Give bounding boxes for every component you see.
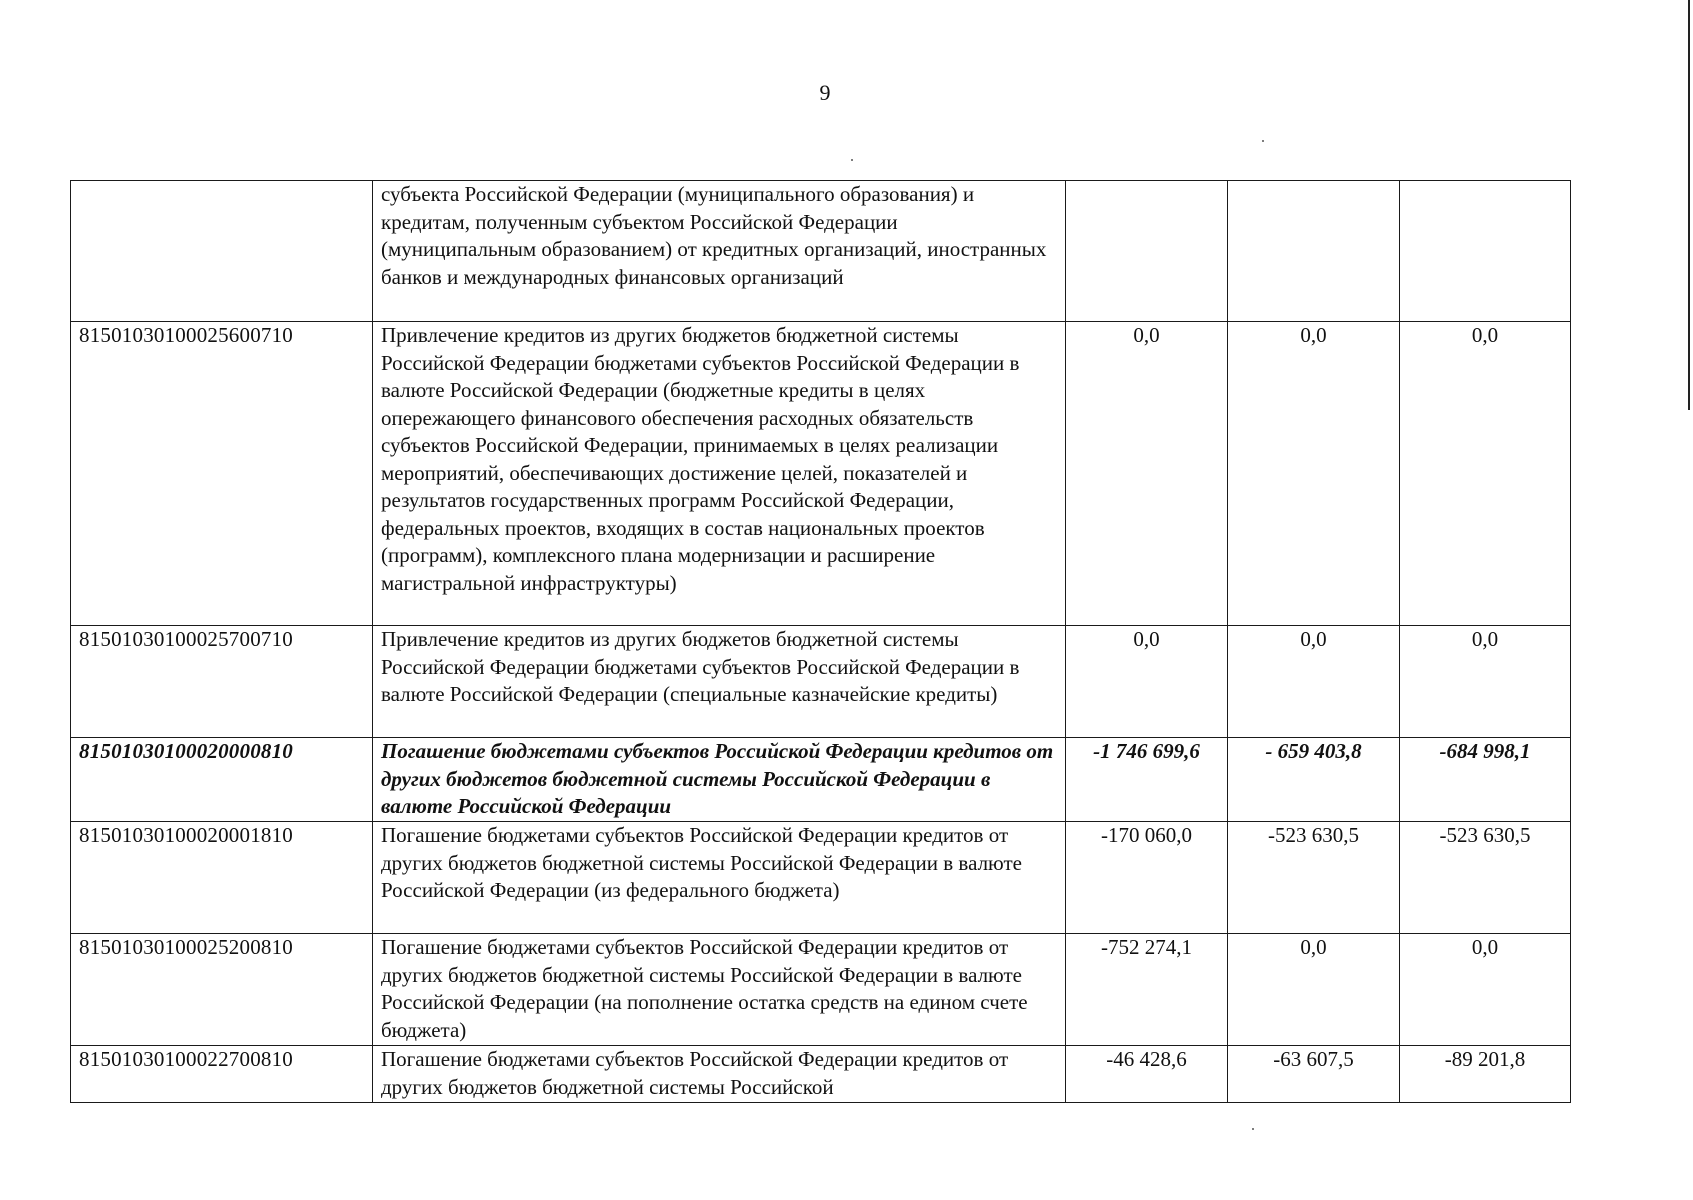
page-number: 9 xyxy=(819,80,831,105)
table-row xyxy=(71,1046,1571,1103)
amount-year-3-cell: -684 998,1 xyxy=(1400,738,1571,822)
amount-year-2-cell: -63 607,5 xyxy=(1228,1046,1400,1103)
amount-year-3-cell: -523 630,5 xyxy=(1400,822,1571,934)
amount-year-1-cell: -170 060,0 xyxy=(1066,822,1228,934)
scan-speck xyxy=(1262,140,1264,142)
budget-code-cell: 81501030100020000810 xyxy=(71,738,373,822)
table-row xyxy=(71,822,1571,934)
budget-code-cell: 81501030100022700810 xyxy=(71,1046,373,1103)
table-row xyxy=(71,626,1571,738)
item-name-cell: Привлечение кредитов из других бюджетов бюджетной системы Российской Федерации бюджетами субъектов Российской Федерации в валюте Российской Федерации (специальные казначейские кредиты) xyxy=(373,626,1066,738)
table-row xyxy=(71,934,1571,1046)
amount-year-3-cell: -89 201,8 xyxy=(1400,1046,1571,1103)
budget-code-cell: 81501030100025700710 xyxy=(71,626,373,738)
amount-year-2-cell: -523 630,5 xyxy=(1228,822,1400,934)
amount-year-2-cell: 0,0 xyxy=(1228,934,1400,1046)
budget-sources-table xyxy=(70,180,1571,1103)
amount-year-1-cell: 0,0 xyxy=(1066,322,1228,626)
table-body xyxy=(71,181,1571,1103)
item-name-cell: Погашение бюджетами субъектов Российской Федерации кредитов от других бюджетов бюджетной системы Российской Федерации в валюте Российской Федерации (из федерального бюджета) xyxy=(373,822,1066,934)
amount-year-1-cell: 0,0 xyxy=(1066,626,1228,738)
item-name-cell: Погашение бюджетами субъектов Российской Федерации кредитов от других бюджетов бюджетной системы Российской Федерации в валюте Российской Федерации (на пополнение остатка средств на едином счете бюджета) xyxy=(373,934,1066,1046)
amount-year-2-cell: - 659 403,8 xyxy=(1228,738,1400,822)
amount-year-2-cell: 0,0 xyxy=(1228,626,1400,738)
scan-edge-line xyxy=(1688,0,1690,410)
item-name-cell: Погашение бюджетами субъектов Российской Федерации кредитов от других бюджетов бюджетной системы Российской xyxy=(373,1046,1066,1103)
table-row xyxy=(71,181,1571,322)
budget-code-cell xyxy=(71,181,373,322)
budget-code-cell: 81501030100025200810 xyxy=(71,934,373,1046)
budget-code-cell: 81501030100020001810 xyxy=(71,822,373,934)
item-name-cell: Привлечение кредитов из других бюджетов бюджетной системы Российской Федерации бюджетами субъектов Российской Федерации в валюте Российской Федерации (бюджетные кредиты в целях опережающего финансового обеспечения расходных обязательств субъектов Российской Федерации, принимаемых в целях реализации мероприятий, обеспечивающих достижение целей, показателей и результатов государственных программ Российской Федерации, федеральных проектов, входящих в состав национальных проектов (программ), комплексного плана модернизации и расширение магистральной инфраструктуры) xyxy=(373,322,1066,626)
budget-code-cell: 81501030100025600710 xyxy=(71,322,373,626)
amount-year-3-cell: 0,0 xyxy=(1400,322,1571,626)
scan-speck xyxy=(1252,1128,1254,1130)
scan-speck xyxy=(851,159,853,161)
item-name-cell: Погашение бюджетами субъектов Российской Федерации кредитов от других бюджетов бюджетной системы Российской Федерации в валюте Российской Федерации xyxy=(373,738,1066,822)
amount-year-1-cell: -1 746 699,6 xyxy=(1066,738,1228,822)
table-row xyxy=(71,322,1571,626)
amount-year-3-cell: 0,0 xyxy=(1400,934,1571,1046)
table-row-total xyxy=(71,738,1571,822)
amount-year-2-cell xyxy=(1228,181,1400,322)
amount-year-3-cell xyxy=(1400,181,1571,322)
amount-year-1-cell: -752 274,1 xyxy=(1066,934,1228,1046)
amount-year-1-cell xyxy=(1066,181,1228,322)
item-name-cell: субъекта Российской Федерации (муниципального образования) и кредитам, полученным субъектом Российской Федерации (муниципальным образованием) от кредитных организаций, иностранных банков и международных финансовых организаций xyxy=(373,181,1066,322)
amount-year-3-cell: 0,0 xyxy=(1400,626,1571,738)
amount-year-1-cell: -46 428,6 xyxy=(1066,1046,1228,1103)
amount-year-2-cell: 0,0 xyxy=(1228,322,1400,626)
